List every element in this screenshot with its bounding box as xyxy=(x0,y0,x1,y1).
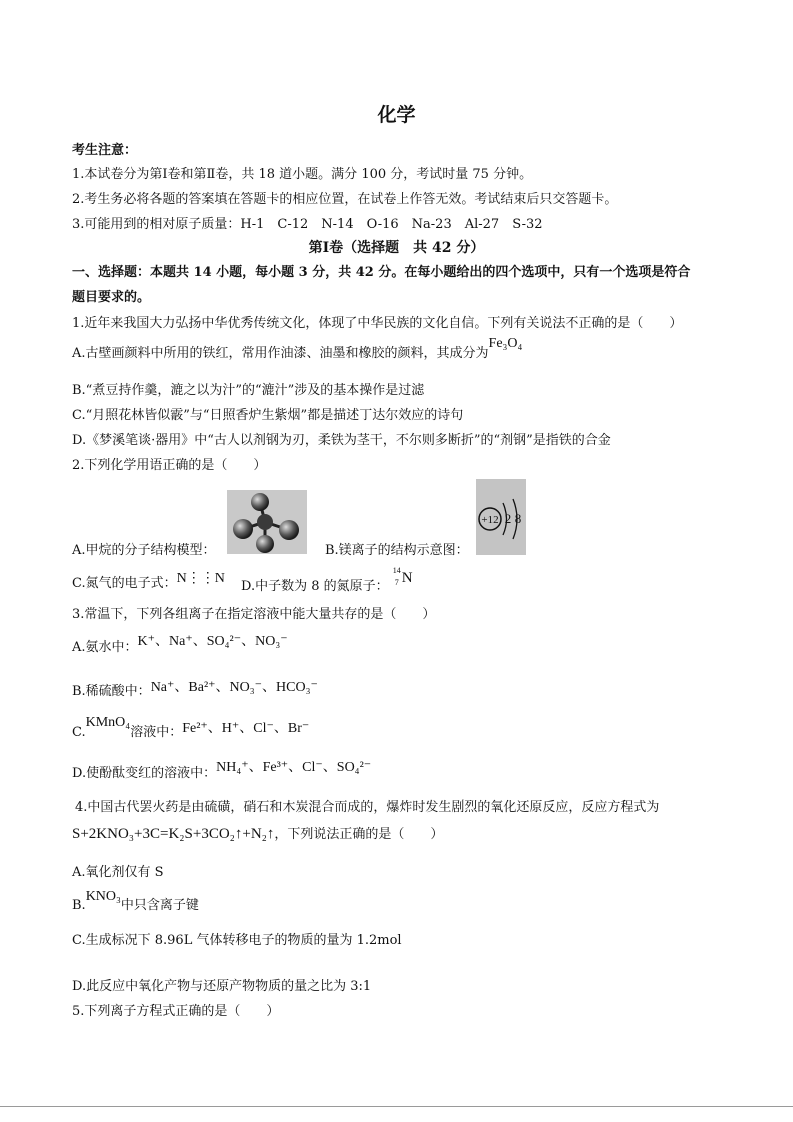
q1-option-c: C.“月照花林皆似霰”与“日照香炉生紫烟”都是描述丁达尔效应的诗句 xyxy=(72,408,464,423)
q4-option-c: C.生成标况下 8.96L 气体转移电子的物质的量为 1.2mol xyxy=(72,933,402,948)
q1-stem: 1.近年来我国大力弘扬中华优秀传统文化，体现了中华民族的文化自信。下列有关说法不正确的是（ ） xyxy=(72,316,683,331)
ion-shell2-count: 8 xyxy=(514,511,522,526)
q3-option-b xyxy=(72,680,318,701)
q1-option-d: D.《梦溪笔谈·器用》中“古人以剂钢为刃，柔铁为茎干，不尔则多断折”的“剂钢”是指铁的合金 xyxy=(72,433,611,448)
q4-stem-suffix: ，下列说法正确的是（ ） xyxy=(274,827,444,842)
q4-option-b-text: 中只含离子键 xyxy=(120,898,199,913)
q1-option-a xyxy=(72,336,523,363)
section-instruction-line1: 一、选择题：本题共 14 小题，每小题 3 分，共 42 分。在每小题给出的四个选项中，只有一个选项是符合 xyxy=(72,265,691,280)
magnesium-ion-diagram xyxy=(476,479,526,555)
q1-option-a-formula: Fe₃O₄ xyxy=(488,336,523,351)
q3-option-c xyxy=(72,715,310,742)
q3-option-c-ions: Fe²⁺、H⁺、Cl⁻、Br⁻ xyxy=(182,721,310,736)
q2-option-d-text: D.中子数为 8 的氮原子： xyxy=(241,579,389,594)
q3-option-a xyxy=(72,634,288,657)
q4-equation: S+2KNO₃+3C=K₂S+3CO₂↑+N₂↑ xyxy=(72,826,275,842)
q3-option-d xyxy=(72,760,372,783)
q3-option-c-label: C. xyxy=(72,725,86,740)
q2-option-a: A.甲烷的分子结构模型： xyxy=(72,543,216,558)
nuclide-mass-number: 14 xyxy=(392,566,401,575)
methane-model-image xyxy=(227,490,307,554)
nuclide-atomic-number: 7 xyxy=(394,578,399,587)
q3-option-b-label: B.稀硫酸中： xyxy=(72,684,151,699)
q3-option-a-ions: K⁺、Na⁺、SO₄²⁻、NO₃⁻ xyxy=(137,634,288,649)
notice-heading: 考生注意： xyxy=(72,143,138,158)
section-title: 第Ⅰ卷（选择题 共 42 分） xyxy=(308,240,485,256)
q3-option-c-formula: KMnO₄ xyxy=(85,715,131,730)
q4-option-b-formula: KNO₃ xyxy=(85,889,121,904)
page-title: 化学 xyxy=(377,104,416,126)
n2-electron-formula: N⋮⋮N xyxy=(176,571,225,586)
nuclide-symbol: N xyxy=(401,570,413,586)
q2-option-d xyxy=(241,566,415,595)
section-instruction-line2: 题目要求的。 xyxy=(72,290,151,305)
notice-item-1: 1.本试卷分为第Ⅰ卷和第Ⅱ卷，共 18 道小题。满分 100 分，考试时量 75 分钟。 xyxy=(72,167,533,182)
q2-stem: 2.下列化学用语正确的是（ ） xyxy=(72,458,267,473)
q4-stem-line1: 4.中国古代罢火药是由硫磺，硝石和木炭混合而成的，爆炸时发生剧烈的氧化还原反应，反应方程式为 xyxy=(75,800,660,815)
q3-option-d-label: D.使酚酞变红的溶液中： xyxy=(72,766,217,781)
page-bottom-rule xyxy=(0,1106,793,1107)
q4-option-b xyxy=(72,889,199,915)
q2-option-c xyxy=(72,571,225,593)
q2-option-b: B.镁离子的结构示意图： xyxy=(325,543,469,558)
notice-item-3: 3.可能用到的相对原子质量：H-1 C-12 N-14 O-16 Na-23 Al-27 S-32 xyxy=(72,217,543,232)
q1-option-a-text: A.古壁画颜料中所用的铁红，常用作油漆、油墨和橡胶的颜料，其成分为 xyxy=(72,346,489,361)
q4-stem-line2 xyxy=(72,825,443,843)
nitrogen-nuclide xyxy=(392,566,415,590)
q3-option-a-label: A.氨水中： xyxy=(72,640,138,655)
q2-option-c-text: C.氮气的电子式： xyxy=(72,576,177,591)
q1-option-b: B.“煮豆持作羹，漉之以为汁”的“漉汁”涉及的基本操作是过滤 xyxy=(72,383,425,398)
notice-item-2: 2.考生务必将各题的答案填在答题卡的相应位置，在试卷上作答无效。考试结束后只交答题卡。 xyxy=(72,192,618,207)
q3-stem: 3.常温下，下列各组离子在指定溶液中能大量共存的是（ ） xyxy=(72,607,436,622)
q3-option-d-ions: NH₄⁺、Fe³⁺、Cl⁻、SO₄²⁻ xyxy=(216,760,372,775)
q4-option-b-label: B. xyxy=(72,898,86,913)
ion-shell1-count: 2 xyxy=(504,511,512,526)
q3-option-c-mid: 溶液中： xyxy=(130,725,183,740)
q4-option-a: A.氧化剂仅有 S xyxy=(72,865,164,880)
ion-nucleus-label: +12 xyxy=(481,514,499,526)
q3-option-b-ions: Na⁺、Ba²⁺、NO₃⁻、HCO₃⁻ xyxy=(150,680,318,695)
q5-stem: 5.下列离子方程式正确的是（ ） xyxy=(72,1004,280,1019)
q4-option-d: D.此反应中氧化产物与还原产物物质的量之比为 3:1 xyxy=(72,979,372,994)
